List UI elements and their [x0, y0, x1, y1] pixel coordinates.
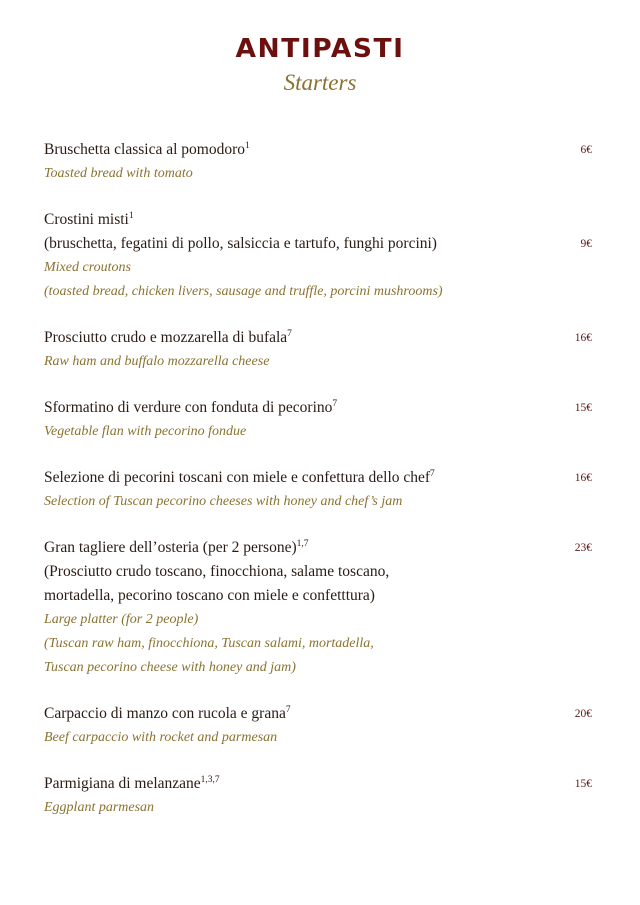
menu-item: [44, 396, 592, 444]
menu-item: [44, 326, 592, 374]
allergen-superscript: 1: [245, 140, 250, 151]
menu-item-price: 9€: [580, 238, 592, 250]
menu-item-lines: [44, 466, 592, 514]
menu-item-name-en: (Tuscan raw ham, finocchiona, Tuscan salami, mortadella,: [44, 636, 374, 651]
menu-item-list: [0, 94, 640, 820]
menu-item-lines: [44, 702, 592, 750]
menu-item-lines: [44, 536, 592, 680]
menu-item-price: 16€: [574, 332, 592, 344]
menu-item-lines: [44, 138, 592, 186]
menu-item-lines: [44, 396, 592, 444]
menu-item-name-it: (bruschetta, fegatini di pollo, salsiccia e tartufo, funghi porcini): [44, 235, 437, 252]
menu-item-name-en: Large platter (for 2 people): [44, 612, 199, 627]
menu-item-name-en: (toasted bread, chicken livers, sausage and truffle, porcini mushrooms): [44, 284, 443, 299]
menu-item-lines: [44, 772, 592, 820]
allergen-superscript: 7: [285, 704, 291, 715]
menu-item-name-it: Bruschetta classica al pomodoro$^1$: [44, 140, 250, 158]
menu-item: [44, 536, 592, 680]
menu-item-name-it: Prosciutto crudo e mozzarella di bufala$^7$: [44, 328, 292, 346]
allergen-superscript: 1,3,7: [200, 774, 220, 785]
menu-item-name-en: Selection of Tuscan pecorino cheeses with honey and chef’s jam: [44, 494, 403, 509]
menu-item-name-it: (Prosciutto crudo toscano, finocchiona, salame toscano,: [44, 563, 390, 580]
menu-item-price: 23€: [574, 542, 592, 554]
menu-item: [44, 772, 592, 820]
menu-item-name-en: Eggplant parmesan: [44, 800, 155, 815]
menu-item-name-en: Vegetable flan with pecorino fondue: [44, 424, 247, 439]
allergen-superscript: 7: [430, 468, 435, 479]
menu-item: [44, 138, 592, 186]
menu-item-name-en: Toasted bread with tomato: [44, 166, 193, 181]
menu-item: [44, 702, 592, 750]
menu-item-price: 16€: [574, 472, 592, 484]
menu-item-name-en: Mixed croutons: [44, 260, 131, 275]
menu-item-lines: [44, 326, 592, 374]
menu-item-name-it: Gran tagliere dell’osteria (per 2 persone)$^{1,7}$: [44, 538, 309, 556]
allergen-superscript: 1,7: [296, 538, 309, 549]
menu-item-name-en: Beef carpaccio with rocket and parmesan: [44, 730, 278, 745]
menu-item-price: 20€: [574, 708, 592, 720]
menu-item-name-it: mortadella, pecorino toscano con miele e confetttura): [44, 587, 375, 604]
menu-item-name-it: Carpaccio di manzo con rucola e grana$^7$: [44, 704, 291, 722]
allergen-superscript: 1: [128, 210, 134, 221]
menu-item-lines: [44, 208, 592, 304]
menu-item-name-en: Tuscan pecorino cheese with honey and jam): [44, 660, 296, 675]
section-subtitle: Starters: [283, 70, 357, 95]
menu-item-price: 6€: [580, 144, 592, 156]
menu-item-name-it: Sformatino di verdure con fonduta di pecorino$^7$: [44, 398, 338, 416]
menu-item-price: 15€: [574, 778, 592, 790]
menu-header: [0, 0, 640, 94]
menu-item-name-it: Selezione di pecorini toscani con miele e confettura dello chef$^7$: [44, 468, 435, 486]
menu-item-name-en: Raw ham and buffalo mozzarella cheese: [44, 354, 270, 369]
menu-item-name-it: Parmigiana di melanzane$^{1,3,7}$: [44, 774, 220, 792]
menu-item: [44, 208, 592, 304]
allergen-superscript: 7: [332, 398, 338, 409]
allergen-superscript: 7: [287, 328, 292, 339]
menu-item-price: 15€: [574, 402, 592, 414]
section-title: ANTIPASTI: [235, 34, 405, 64]
menu-item: [44, 466, 592, 514]
menu-item-name-it: Crostini misti$^1$: [44, 210, 134, 228]
